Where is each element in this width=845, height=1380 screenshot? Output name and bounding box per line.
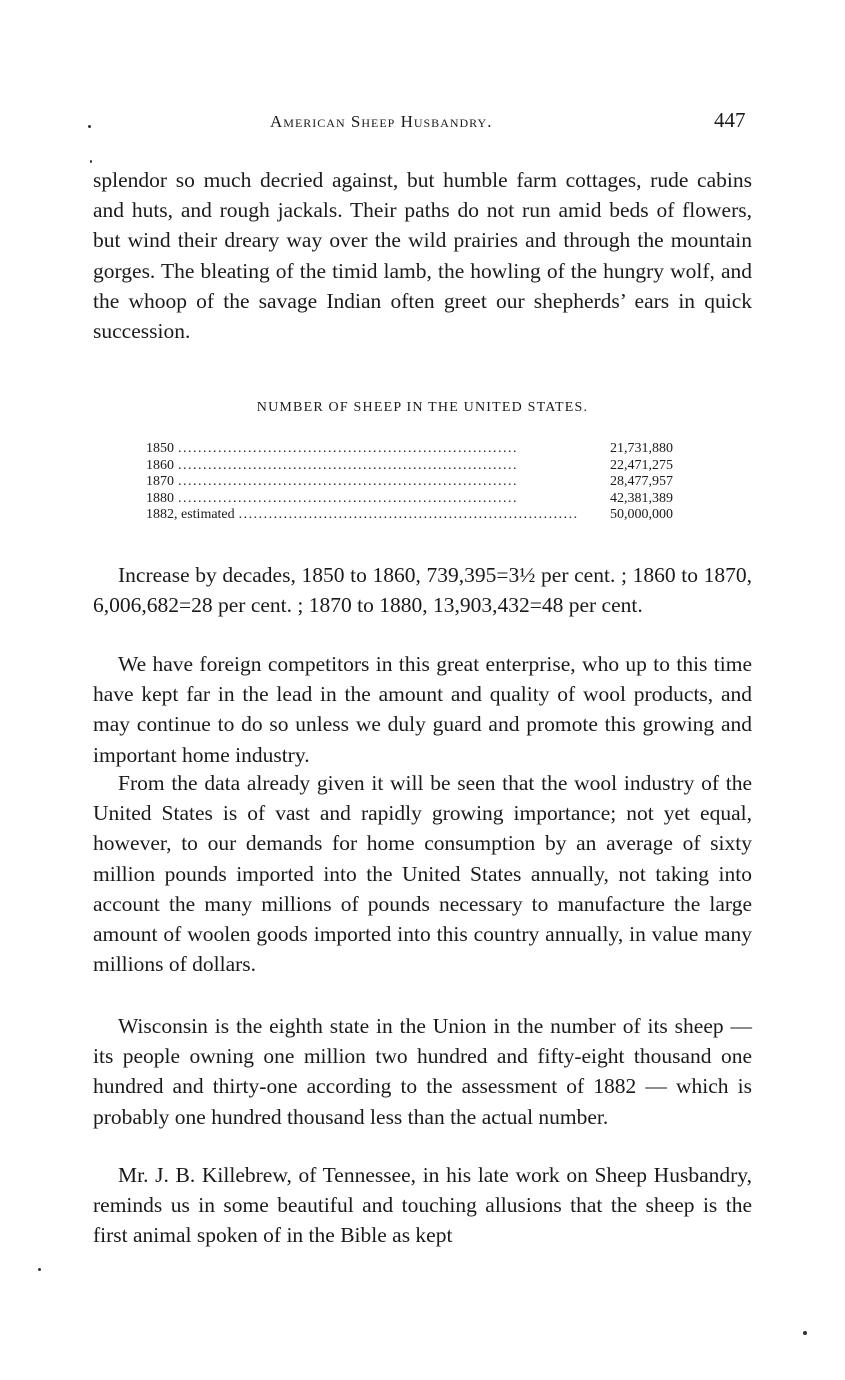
paragraph-wool-industry (93, 768, 752, 979)
sheep-statistics-table (146, 441, 702, 524)
paragraph-text: splendor so much decried against, but humble farm cottages, rude cabins and huts, and rough jackals. Their paths do not run amid beds of flowers, but wind their dreary way over the wild prairies and through the mountain gorges. The bleating of the timid lamb, the howling of the hungry wolf, and the whoop of the savage Indian often greet our shepherds’ ears in quick succession. (93, 168, 752, 344)
table-row (146, 507, 702, 524)
table-year: 1870 (146, 474, 174, 489)
speck (803, 1331, 807, 1335)
paragraph-competitors (93, 649, 752, 770)
table-count: 21,731,880 (610, 441, 673, 456)
table-row (146, 491, 702, 508)
dot-leader (239, 507, 606, 524)
table-count: 28,477,957 (610, 474, 673, 489)
page-number: 447 (714, 108, 746, 132)
paragraph-text: From the data already given it will be seen that the wool industry of the United States is of vast and rapidly growing importance; not yet equal, however, to our demands for home consumption by an average of sixty million pounds imported into the United States annually, not taking into account the many millions of pounds necessary to manufacture the large amount of woolen goods imported into this country annually, in value many millions of dollars. (93, 771, 752, 977)
table-year: 1860 (146, 457, 174, 473)
table-count: 42,381,389 (610, 490, 673, 506)
table-row (146, 441, 702, 458)
dot-leader (178, 474, 606, 491)
table-row (146, 474, 702, 491)
dot-leader (178, 491, 606, 508)
table-row (146, 458, 702, 475)
paragraph-text: Mr. J. B. Killebrew, of Tennessee, in his late work on Sheep Husbandry, reminds us in some beautiful and touching allusions that the sheep is the first animal spoken of in the Bible as kept (93, 1163, 752, 1248)
paragraph-text: We have foreign competitors in this great enterprise, who up to this time have kept far in the lead in the amount and quality of wool products, and may continue to do so unless we duly guard and promote this growing and important home industry. (93, 652, 752, 767)
paragraph-text: Increase by decades, 1850 to 1860, 739,395=3½ per cent. ; 1860 to 1870, 6,006,682=28 per cent. ; 1870 to 1880, 13,903,432=48 per cent. (93, 563, 752, 618)
table-year: 1880 (146, 490, 174, 506)
paragraph-continued (93, 165, 752, 346)
paragraph-wisconsin (93, 1011, 752, 1132)
dot-leader (178, 441, 606, 458)
paragraph-increase (93, 560, 752, 620)
table-count: 50,000,000 (610, 507, 673, 522)
dot-leader (178, 458, 606, 475)
table-count: 22,471,275 (610, 457, 673, 473)
running-header (0, 108, 845, 138)
paragraph-text: Wisconsin is the eighth state in the Union in the number of its sheep — its people owning one million two hundred and fifty-eight thousand one hundred and thirty-one according to the assessment of 1882 — which is probably one hundred thousand less than the actual number. (93, 1014, 752, 1129)
table-title: NUMBER OF SHEEP IN THE UNITED STATES. (256, 400, 589, 415)
speck (38, 1268, 41, 1271)
table-year: 1850 (146, 441, 174, 456)
speck (88, 125, 91, 128)
paragraph-killebrew (93, 1160, 752, 1251)
table-year: 1882, estimated (146, 507, 235, 522)
speck (90, 160, 92, 163)
running-title: American Sheep Husbandry. (270, 112, 493, 131)
